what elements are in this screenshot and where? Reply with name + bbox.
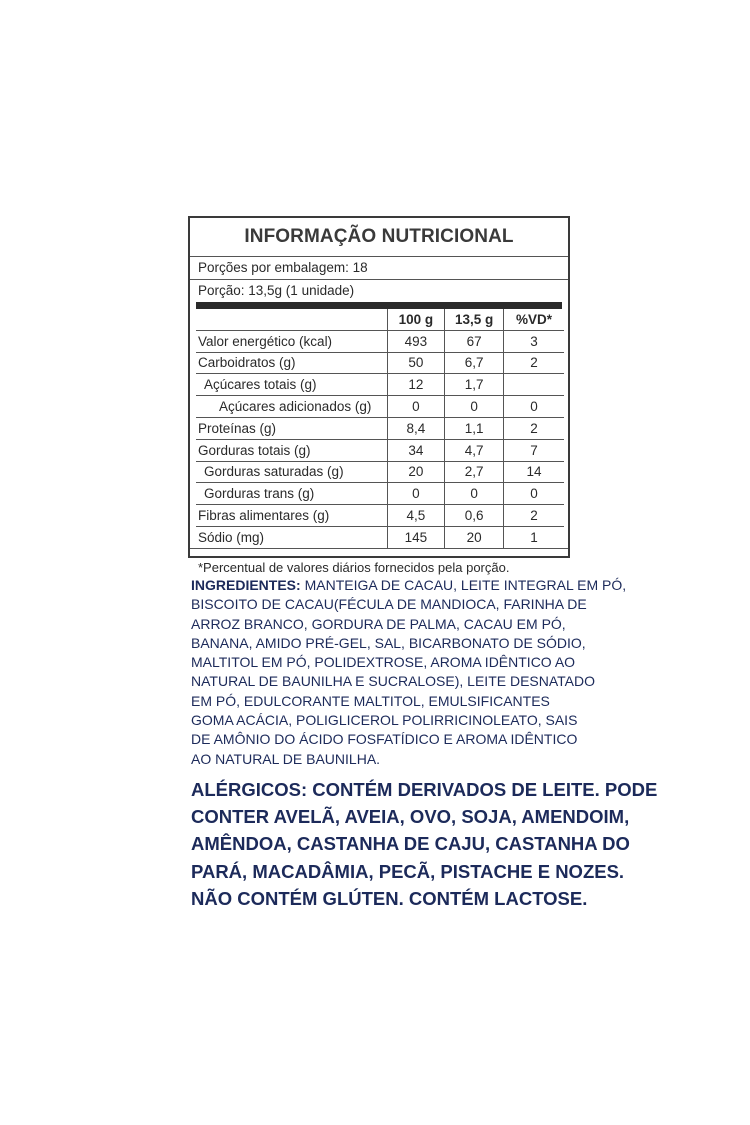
ingredients-label: INGREDIENTES:: [191, 577, 301, 593]
allergens-line: ALÉRGICOS: CONTÉM DERIVADOS DE LEITE. PODE: [191, 779, 658, 800]
nutrient-label: Gorduras totais (g): [196, 439, 387, 461]
nutrient-value-vd: 14: [504, 461, 564, 483]
serving-size: Porção: 13,5g (1 unidade): [198, 283, 355, 298]
nutrient-value-vd: 0: [504, 483, 564, 505]
nutrient-label: Carboidratos (g): [196, 352, 387, 374]
header-blank-cell: [196, 309, 387, 330]
ingredients-line: BANANA, AMIDO PRÉ-GEL, SAL, BICARBONATO DE SÓDIO,: [191, 634, 586, 651]
vd-footnote: *Percentual de valores diários fornecidos pela porção.: [190, 548, 568, 589]
table-row: [196, 374, 564, 396]
ingredients-block: [191, 576, 627, 769]
nutrient-label: Açúcares adicionados (g): [196, 396, 387, 418]
nutrition-title: INFORMAÇÃO NUTRICIONAL: [190, 218, 568, 257]
table-divider-bar: [196, 302, 562, 309]
allergens-line: PARÁ, MACADÂMIA, PECÃ, PISTACHE E NOZES.: [191, 860, 625, 882]
nutrient-label: Valor energético (kcal): [196, 330, 387, 352]
table-row: [196, 330, 564, 352]
nutrient-value-portion: 4,7: [445, 439, 504, 461]
nutrient-label: Fibras alimentares (g): [196, 505, 387, 527]
servings-per-package: Porções por embalagem: 18: [190, 257, 568, 280]
nutrient-value-portion: 0: [445, 483, 504, 505]
ingredients-line: NATURAL DE BAUNILHA E SUCRALOSE), LEITE DESNATADO: [191, 673, 596, 690]
nutrient-value-vd: 2: [504, 505, 564, 527]
nutrient-value-vd: [504, 374, 564, 396]
nutrient-label: Gorduras trans (g): [196, 483, 387, 505]
nutrient-value-vd: 7: [504, 439, 564, 461]
nutrient-value-vd: 3: [504, 330, 564, 352]
nutrient-value-100g: 493: [387, 330, 445, 352]
table-row: [196, 505, 564, 527]
ingredients-line: BISCOITO DE CACAU(FÉCULA DE MANDIOCA, FARINHA DE: [191, 596, 587, 613]
nutrient-value-portion: 67: [445, 330, 504, 352]
nutrient-label: Gorduras saturadas (g): [196, 461, 387, 483]
nutrient-label: Sódio (mg): [198, 529, 265, 545]
ingredients-line: MALTITOL EM PÓ, POLIDEXTROSE, AROMA IDÊNTICO AO: [191, 654, 576, 671]
allergens-line: NÃO CONTÉM GLÚTEN. CONTÉM LACTOSE.: [191, 887, 588, 909]
table-row: [196, 461, 564, 483]
table-row: [196, 526, 564, 547]
allergens-block: [191, 776, 658, 912]
nutrient-value-100g: 0: [387, 483, 445, 505]
nutrient-table: [196, 309, 564, 548]
header-100g: 100 g: [387, 309, 445, 330]
nutrient-value-portion: 6,7: [445, 352, 504, 374]
nutrient-value-vd: 1: [504, 526, 564, 547]
nutrient-value-100g: 12: [387, 374, 445, 396]
nutrient-value-portion: 1,7: [445, 374, 504, 396]
ingredients-line: AO NATURAL DE BAUNILHA.: [191, 750, 381, 767]
nutrient-value-100g: 0: [387, 396, 445, 418]
table-row: [196, 352, 564, 374]
nutrition-facts-table: [188, 216, 570, 575]
nutrient-value-portion: 2,7: [445, 461, 504, 483]
ingredients-line: DE AMÔNIO DO ÁCIDO FOSFATÍDICO E AROMA IDÊNTICO: [191, 731, 578, 748]
nutrient-value-portion: 20: [445, 526, 504, 547]
nutrient-value-100g: 4,5: [387, 505, 445, 527]
header-portion: 13,5 g: [445, 309, 504, 330]
nutrient-value-portion: 0: [445, 396, 504, 418]
nutrient-label: Açúcares totais (g): [196, 374, 387, 396]
ingredients-line: EM PÓ, EDULCORANTE MALTITOL, EMULSIFICANTES: [191, 692, 550, 709]
nutrient-value-vd: 2: [504, 417, 564, 439]
nutrient-value-vd: 2: [504, 352, 564, 374]
header-vd: %VD*: [504, 309, 564, 330]
ingredients-line: GOMA ACÁCIA, POLIGLICEROL POLIRRICINOLEATO, SAIS: [191, 712, 578, 729]
allergens-line: AMÊNDOA, CASTANHA DE CAJU, CASTANHA DO: [191, 833, 630, 855]
allergens-line: CONTER AVELÃ, AVEIA, OVO, SOJA, AMENDOIM,: [191, 806, 630, 828]
ingredients-text: MANTEIGA DE CACAU, LEITE INTEGRAL EM PÓ,: [300, 577, 627, 593]
ingredients-line: [191, 576, 627, 595]
table-row: [196, 483, 564, 505]
nutrient-value-100g: 50: [387, 352, 445, 374]
ingredients-line: ARROZ BRANCO, GORDURA DE PALMA, CACAU EM PÓ,: [191, 615, 566, 632]
nutrient-value-portion: 1,1: [445, 417, 504, 439]
nutrient-value-100g: 145: [387, 526, 445, 547]
table-row: [196, 439, 564, 461]
nutrient-value-portion: 0,6: [445, 505, 504, 527]
nutrient-value-100g: 8,4: [387, 417, 445, 439]
table-row: [196, 396, 564, 418]
table-row: [196, 417, 564, 439]
nutrient-header-row: [196, 309, 564, 330]
nutrient-value-100g: 20: [387, 461, 445, 483]
nutrient-value-vd: 0: [504, 396, 564, 418]
nutrient-label: Proteínas (g): [196, 417, 387, 439]
nutrient-value-100g: 34: [387, 439, 445, 461]
